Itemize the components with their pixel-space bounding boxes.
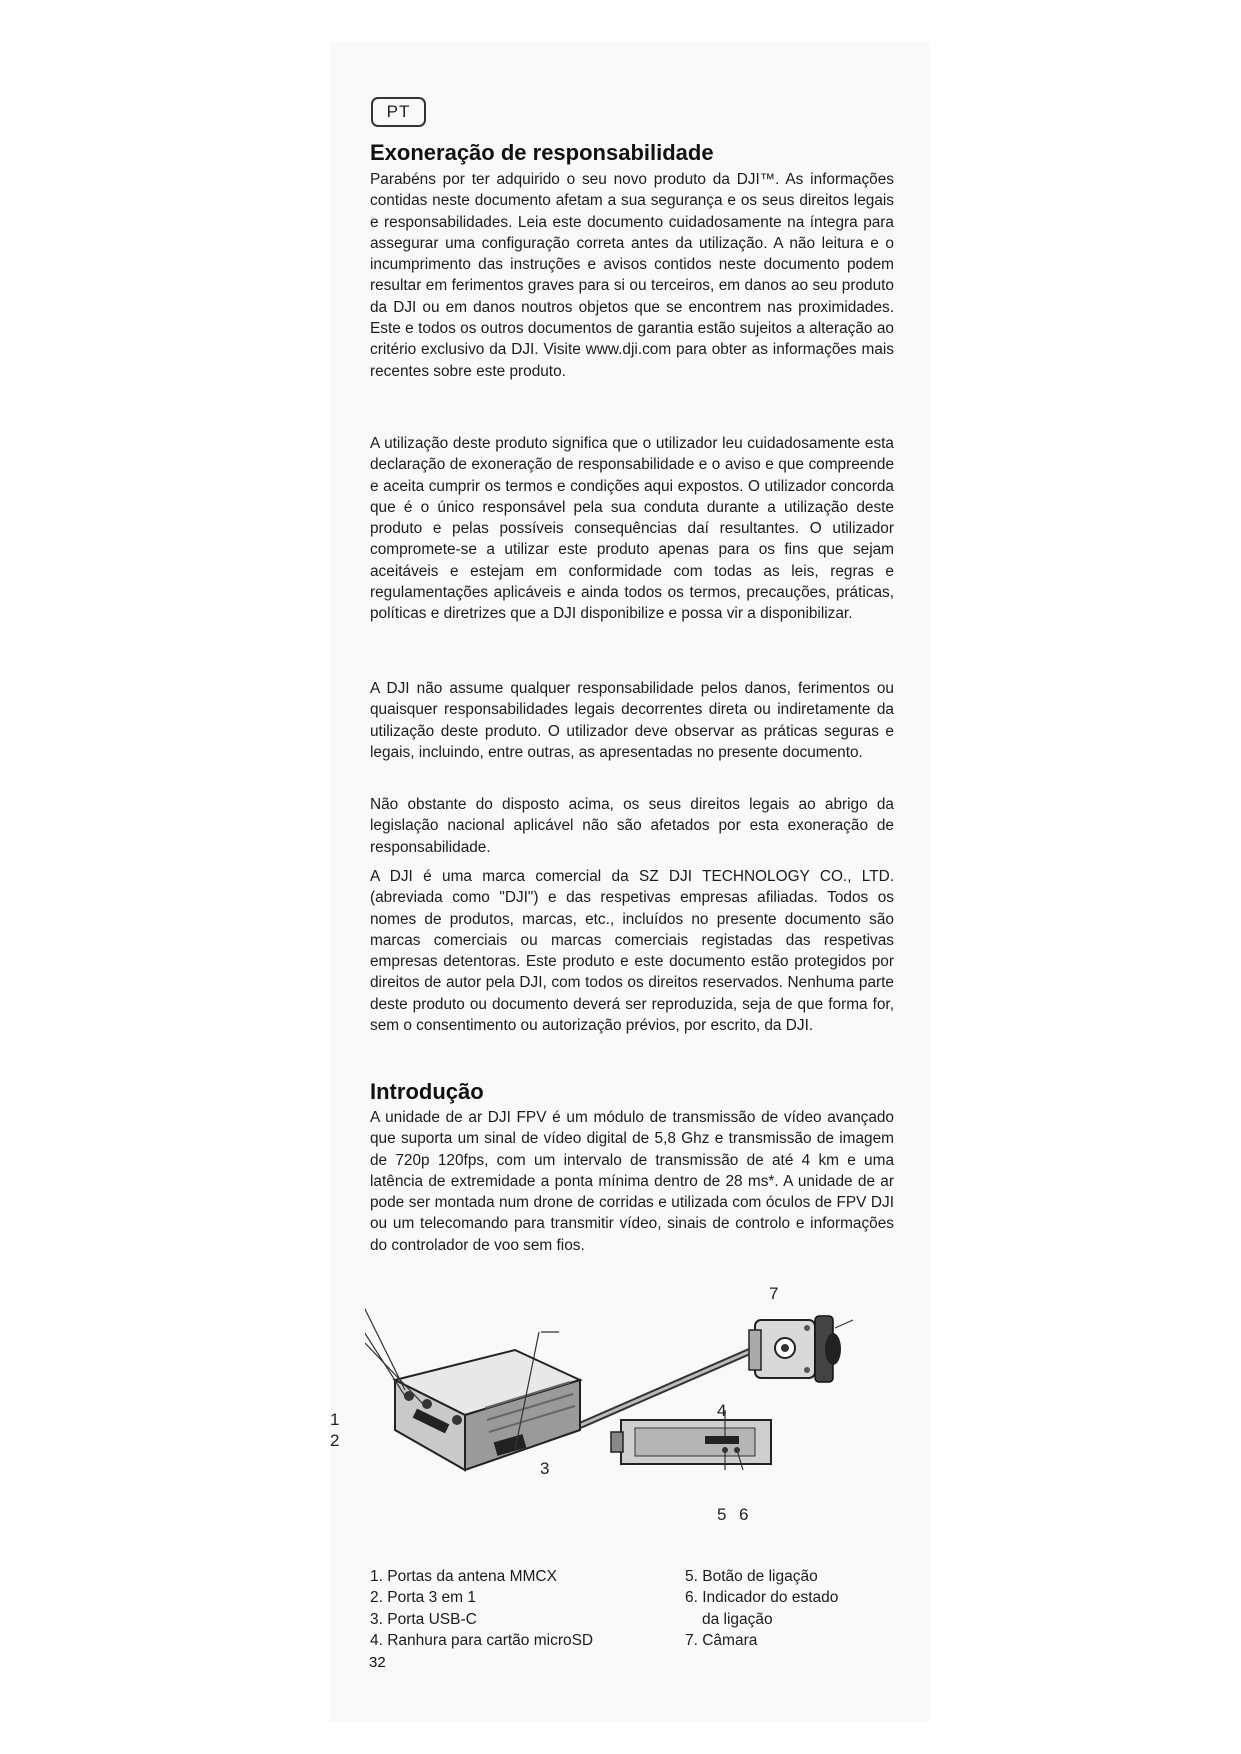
legend-right [685,1566,838,1651]
callout-4: 4 [717,1401,727,1420]
disclaimer-paragraph: Parabéns por ter adquirido o seu novo produto da DJI™. As informações contidas neste documento afetam a sua segurança e os seus direitos legais e responsabilidades. Leia este documento cuidadosamente na íntegra para assegurar uma configuração correta antes da utilização. A não leitura e o incumprimento das instruções e avisos contidos neste documento podem resultar em ferimentos graves para si ou terceiros, em danos ao seu produto da DJI ou em danos noutros objetos que se encontrem nas proximidades. Este e todos os outros documentos de garantia estão sujeitos a alteração ao critério exclusivo da DJI. Visite www.dji.com para obter as informações mais recentes sobre este produto. [370,171,894,380]
section-title-introduction: Introdução [370,1079,484,1104]
legend-item: 6. Indicador do estado [685,1589,839,1607]
page-number: 32 [369,1654,386,1671]
legend-item: 1. Portas da antena MMCX [370,1568,557,1585]
callout-7: 7 [769,1284,779,1303]
air-unit-body [395,1350,580,1470]
disclaimer-paragraph: A DJI é uma marca comercial da SZ DJI TECHNOLOGY CO., LTD. (abreviada como "DJI") e das respetivas empresas afiliadas. Todos os nomes de produtos, marcas, etc., incluídos no presente documento são marcas comerciais ou marcas comerciais registadas das respetivas empresas detentoras. Este produto e este documento estão protegidos por direitos de autor pela DJI, com todos os direitos reservados. Nenhuma parte deste produto ou documento deverá ser reproduzida, seja de que forma for, sem o consentimento ou autorização prévios, por escrito, da DJI. [370,868,894,1035]
side-view [611,1420,771,1464]
section-title-disclaimer: Exoneração de responsabilidade [370,140,714,165]
legend-item: 4. Ranhura para cartão microSD [370,1631,594,1649]
legend-item: 5. Botão de ligação [685,1568,818,1585]
air-unit-illustration [365,1290,905,1560]
disclaimer-paragraph: A DJI não assume qualquer responsabilidade pelos danos, ferimentos ou quaisquer responsabilidades legais decorrentes direta ou indiretamente da utilização deste produto. O utilizador deve observar as práticas seguras e legais, incluindo, entre outras, as apresentadas no presente documento. [370,680,894,761]
camera-module [749,1316,841,1382]
air-unit-diagram [330,1284,905,1560]
callout-3: 3 [540,1459,550,1478]
disclaimer-paragraph: A utilização deste produto significa que o utilizador leu cuidadosamente esta declaração de exoneração de responsabilidade e o aviso e que compreende e aceita cumprir os termos e condições aqui expostos. O utilizador concorda que é o único responsável pela sua conduta durante a utilização deste produto e pelas possíveis consequências daí resultantes. O utilizador compromete-se a utilizar este produto apenas para os fins que sejam aceitáveis e estejam em conformidade com todas as leis, regras e regulamentações aplicáveis e ainda todos os termos, precauções, práticas, políticas e diretrizes que a DJI disponibilize e possa vir a disponibilizar. [370,435,894,623]
disclaimer-paragraph: Não obstante do disposto acima, os seus direitos legais ao abrigo da legislação nacional aplicável não são afetados por esta exoneração de responsabilidade. [370,796,894,856]
legend-item: 3. Porta USB-C [370,1610,477,1628]
legend-item: da ligação [702,1610,773,1628]
introduction-paragraph: A unidade de ar DJI FPV é um módulo de transmissão de vídeo avançado que suporta um sinal de vídeo digital de 5,8 Ghz e transmissão de imagem de 720p 120fps, com um intervalo de transmissão de até 4 km e uma latência de extremidade a ponta mínima dentro de 28 ms*. A unidade de ar pode ser montada num drone de corridas e utilizada com óculos de FPV DJI ou um telecomando para transmitir vídeo, sinais de controlo e informações do controlador de voo sem fios. [370,1109,894,1254]
callout-2: 2 [330,1431,340,1450]
legend-item: 2. Porta 3 em 1 [370,1589,476,1607]
callout-1: 1 [330,1410,340,1429]
legend-left [370,1566,593,1651]
callout-6: 6 [739,1505,749,1524]
language-badge: PT [371,97,426,127]
callout-5: 5 [717,1505,727,1524]
legend-item: 7. Câmara [685,1631,758,1649]
